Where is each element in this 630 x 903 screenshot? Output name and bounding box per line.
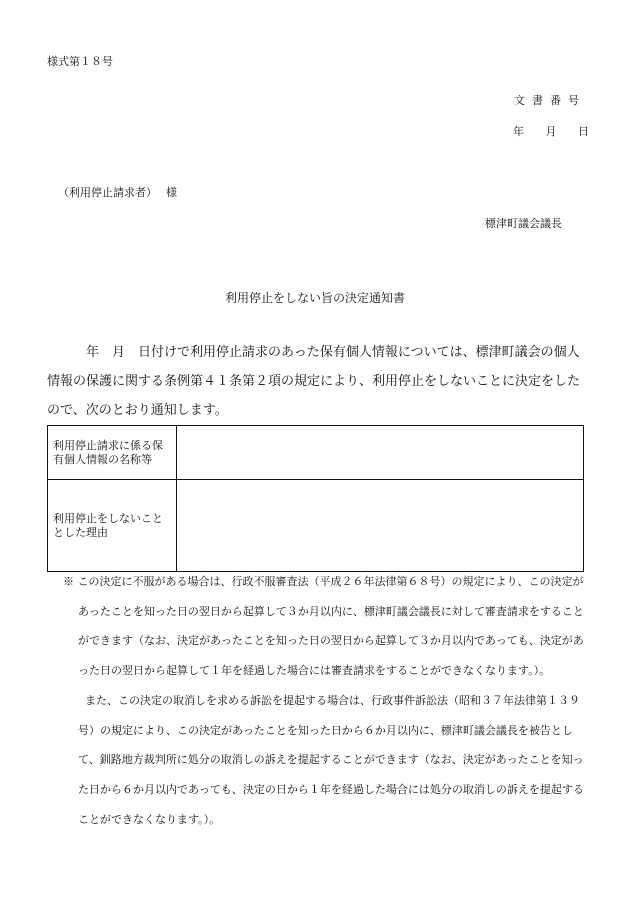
note-lawsuit: また、この決定の取消しを求める訴訟を提起する場合は、行政事件訴訟法（昭和３７年法律第１３９号）の規定により、この決定があったことを知った日から６か月以内に、標津町議会議長を被告として、釧路地方裁判所に処分の取消しの訴えを提起することができます（なお、決定があったことを知った日から６か月以内であっても、決定の日から１年を経過した場合には処分の取消しの訴えを提起することができなくなります。）。: [78, 693, 584, 826]
date-field: 年 月 日: [513, 125, 589, 138]
addressee: （利用停止請求者） 様: [58, 186, 177, 199]
table-label-info-name: 利用停止請求に係る保有個人情報の名称等: [48, 426, 177, 480]
sender-title: 標津町議会議長: [485, 217, 562, 230]
table-value-info-name: [177, 426, 584, 480]
note-appeal: ※ この決定に不服がある場合は、行政不服審査法（平成２６年法律第６８号）の規定により、この決定があったことを知った日の翌日から起算して３か月以内に、標津町議会議長に対して審査請求をすることができます（なお、決定があったことを知った日の翌日から起算して３か月以内であっても、決定があった日の翌日から起算して１年を経過した場合には審査請求をすることができなくなります。）。: [63, 575, 584, 678]
table-row: [48, 480, 584, 572]
document-title: 利用停止をしない旨の決定通知書: [224, 291, 405, 305]
document-number-label: 文書番号: [514, 94, 586, 107]
table-value-reason: [177, 480, 584, 572]
table-row: [48, 426, 584, 480]
table-label-reason: 利用停止をしないこととした理由: [48, 480, 177, 572]
notes-section: [63, 567, 585, 834]
form-number: 様式第１８号: [47, 55, 113, 68]
body-paragraph: 年 月 日付けで利用停止請求のあった保有個人情報については、標津町議会の個人情報の保護に関する条例第４１条第２項の規定により、利用停止をしないことに決定をしたので、次のとおり通知します。: [47, 345, 581, 418]
info-table: [47, 425, 584, 572]
